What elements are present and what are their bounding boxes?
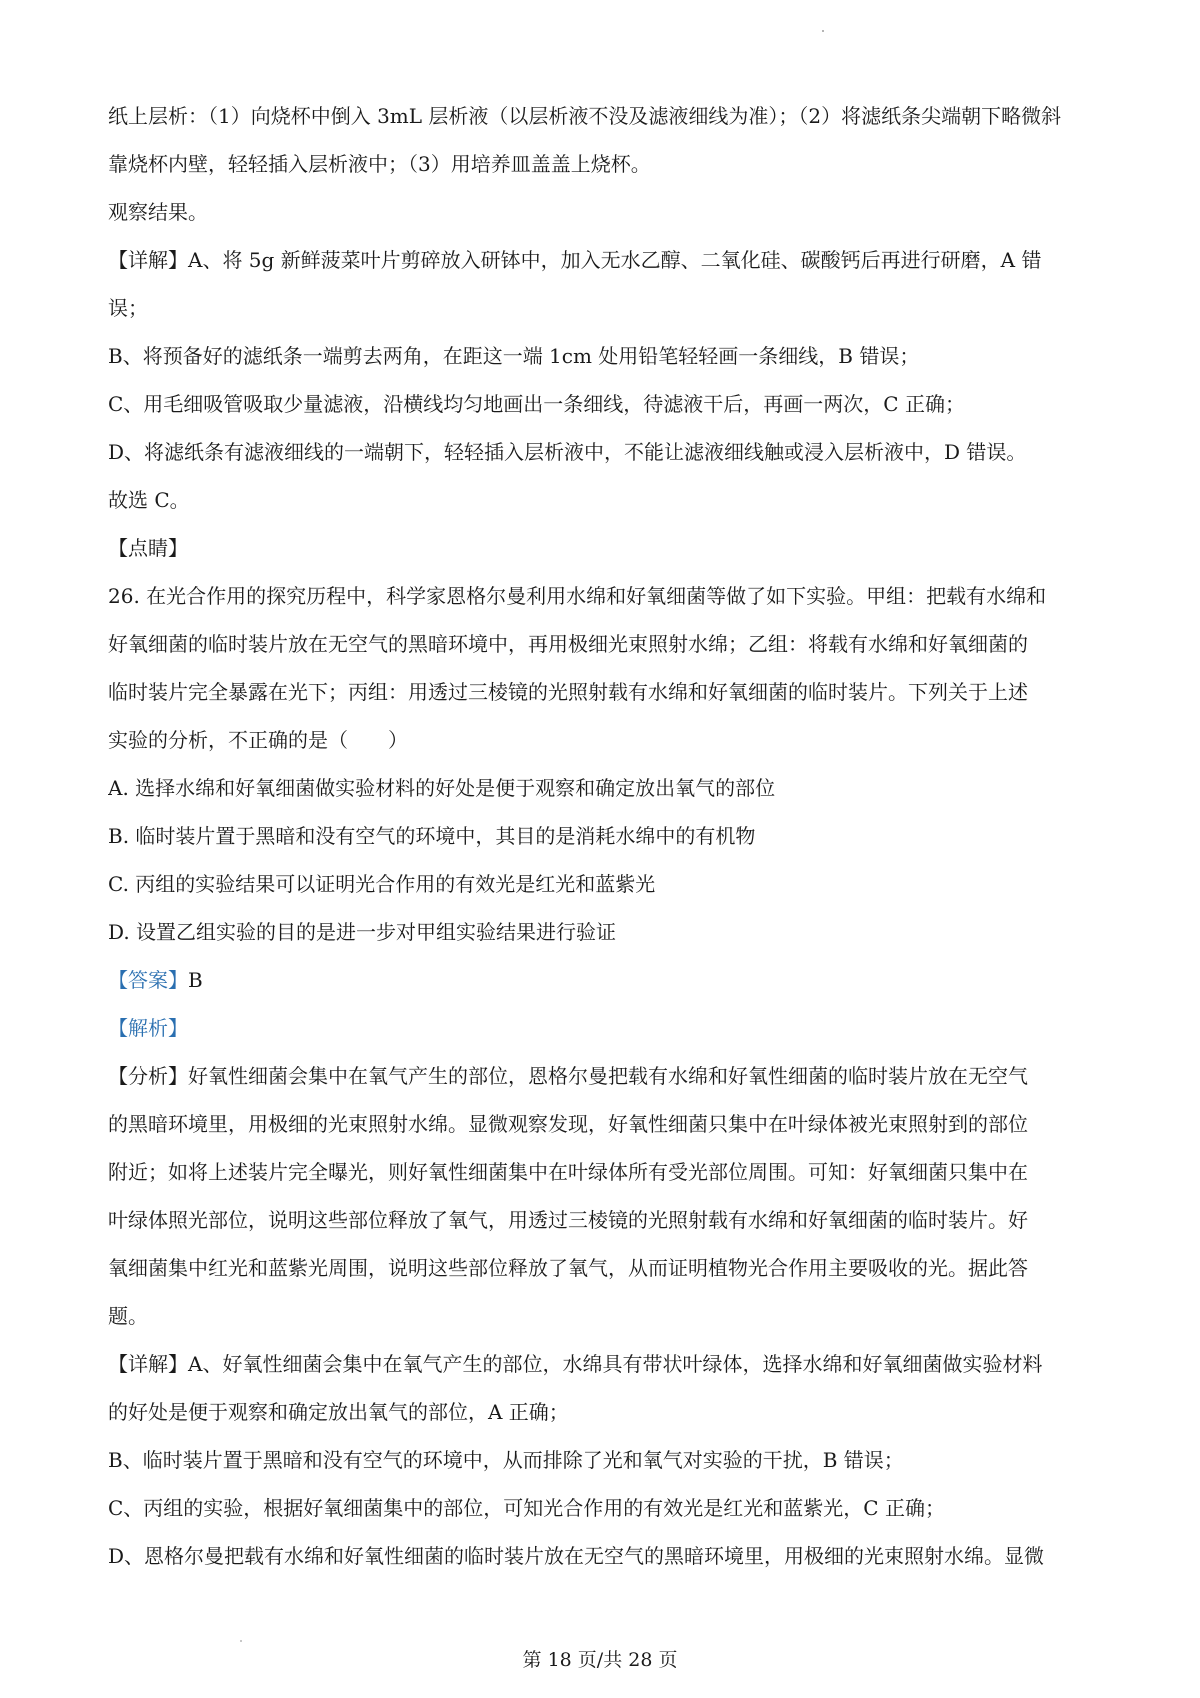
- text-line: 【详解】A、将 5g 新鲜菠菜叶片剪碎放入研钵中，加入无水乙醇、二氧化硅、碳酸钙后再进行研磨，A 错: [108, 248, 1042, 272]
- document-body: [108, 92, 1100, 1580]
- question-text: 临时装片完全暴露在光下；丙组：用透过三棱镜的光照射载有水绵和好氧细菌的临时装片。下列关于上述: [108, 680, 1028, 704]
- scan-dot: [822, 30, 824, 32]
- option-c: C. 丙组的实验结果可以证明光合作用的有效光是红光和蓝紫光: [108, 872, 656, 896]
- text-line: B、将预备好的滤纸条一端剪去两角，在距这一端 1cm 处用铅笔轻轻画一条细线，B 错误；: [108, 344, 920, 368]
- text-line: 【详解】A、好氧性细菌会集中在氧气产生的部位，水绵具有带状叶绿体，选择水绵和好氧细菌做实验材料: [108, 1352, 1043, 1376]
- text-line: 靠烧杯内壁，轻轻插入层析液中；（3）用培养皿盖盖上烧杯。: [108, 152, 651, 176]
- text-line: 误；: [108, 296, 148, 320]
- option-b: B. 临时装片置于黑暗和没有空气的环境中，其目的是消耗水绵中的有机物: [108, 824, 756, 848]
- page-number: 第 18 页/共 28 页: [522, 1649, 678, 1671]
- analysis-tag: 【解析】: [108, 1016, 188, 1040]
- text-line: 叶绿体照光部位，说明这些部位释放了氧气，用透过三棱镜的光照射载有水绵和好氧细菌的临时装片。好: [108, 1208, 1028, 1232]
- text-line: C、丙组的实验，根据好氧细菌集中的部位，可知光合作用的有效光是红光和蓝紫光，C 正确；: [108, 1496, 945, 1520]
- question-text: 实验的分析，不正确的是（ ）: [108, 728, 408, 752]
- option-d: D. 设置乙组实验的目的是进一步对甲组实验结果进行验证: [108, 920, 617, 944]
- answer-value: B: [188, 968, 203, 992]
- option-a: A. 选择水绵和好氧细菌做实验材料的好处是便于观察和确定放出氧气的部位: [108, 776, 776, 800]
- text-line: 故选 C。: [108, 488, 190, 512]
- text-line: B、临时装片置于黑暗和没有空气的环境中，从而排除了光和氧气对实验的干扰，B 错误；: [108, 1448, 904, 1472]
- answer-tag: 【答案】: [108, 968, 188, 992]
- text-line: D、恩格尔曼把载有水绵和好氧性细菌的临时装片放在无空气的黑暗环境里，用极细的光束照射水绵。显微: [108, 1544, 1045, 1568]
- text-line: C、用毛细吸管吸取少量滤液，沿横线均匀地画出一条细线，待滤液干后，再画一两次，C 正确；: [108, 392, 965, 416]
- text-line: 附近；如将上述装片完全曝光，则好氧性细菌集中在叶绿体所有受光部位周围。可知：好氧细菌只集中在: [108, 1160, 1028, 1184]
- text-line: 氧细菌集中红光和蓝紫光周围，说明这些部位释放了氧气，从而证明植物光合作用主要吸收的光。据此答: [108, 1256, 1028, 1280]
- text-line: 纸上层析：（1）向烧杯中倒入 3mL 层析液（以层析液不没及滤液细线为准）；（2）将滤纸条尖端朝下略微斜: [108, 104, 1062, 128]
- section-heading: 【点睛】: [108, 536, 188, 560]
- text-line: 【分析】好氧性细菌会集中在氧气产生的部位，恩格尔曼把载有水绵和好氧性细菌的临时装片放在无空气: [108, 1064, 1028, 1088]
- text-line: 的黑暗环境里，用极细的光束照射水绵。显微观察发现，好氧性细菌只集中在叶绿体被光束照射到的部位: [108, 1112, 1028, 1136]
- question-text: 26. 在光合作用的探究历程中，科学家恩格尔曼利用水绵和好氧细菌等做了如下实验。甲组：把载有水绵和: [108, 584, 1047, 608]
- answer-line: [108, 956, 1100, 1004]
- text-line: 的好处是便于观察和确定放出氧气的部位，A 正确；: [108, 1400, 569, 1424]
- text-line: 观察结果。: [108, 200, 208, 224]
- question-text: 好氧细菌的临时装片放在无空气的黑暗环境中，再用极细光束照射水绵；乙组：将载有水绵和好氧细菌的: [108, 632, 1028, 656]
- analysis-line: [108, 1004, 1100, 1052]
- scan-dot: [240, 1640, 242, 1642]
- text-line: 题。: [108, 1304, 148, 1328]
- text-line: D、将滤纸条有滤液细线的一端朝下，轻轻插入层析液中，不能让滤液细线触或浸入层析液中，D 错误。: [108, 440, 1027, 464]
